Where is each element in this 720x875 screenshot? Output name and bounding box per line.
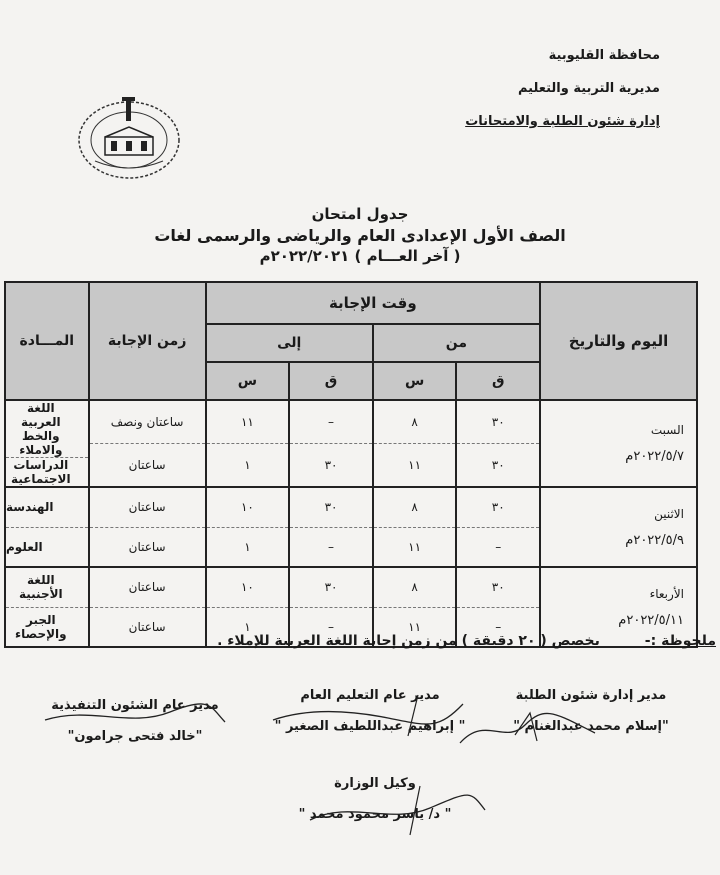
handwritten-signature-2-icon — [268, 690, 468, 742]
department-name: إدارة شئون الطلبة والامتحانات — [465, 114, 660, 129]
from-hours-2: ١١ — [374, 443, 456, 486]
from-hours-1: ٨ — [411, 500, 418, 515]
from-hours-cell — [373, 487, 457, 567]
header-answer-duration: زمن الإجابة — [89, 282, 206, 400]
duration-2: ساعتان — [90, 607, 205, 647]
day-date-cell — [540, 400, 697, 487]
to-hours-1: ١٠ — [240, 500, 254, 515]
signature-role: مدير عام التعليم العام — [300, 688, 440, 703]
subject-1: الهندسة — [6, 500, 54, 515]
table-row — [5, 487, 697, 567]
to-hours-2: ١ — [207, 527, 289, 567]
to-hours-2: ١ — [207, 443, 289, 486]
to-minutes-2: – — [290, 607, 372, 647]
handwritten-signature-3-icon — [40, 698, 230, 738]
subject-2: العلوم — [6, 527, 88, 567]
signature-name: " إبراهيم عبداللطيف الصغير " — [274, 719, 466, 734]
header-from: من — [373, 324, 540, 362]
duration-1: ساعتان — [128, 580, 166, 595]
subject-1: اللغة الأجنبية — [18, 573, 63, 602]
subject-2: الدراسات الاجتماعية — [6, 457, 88, 486]
exam-table — [4, 281, 698, 648]
from-minutes-2: – — [457, 527, 539, 567]
to-hours-1: ١١ — [240, 415, 254, 429]
note — [16, 633, 716, 649]
from-minutes-cell — [456, 400, 540, 487]
to-minutes-cell — [289, 400, 373, 487]
table-row — [5, 400, 697, 487]
from-hours-1: ٨ — [411, 415, 418, 429]
signature-name: "إسلام محمد عبدالغنام " — [513, 719, 669, 734]
to-hours-2: ١ — [207, 607, 289, 647]
exam-date: ٢٠٢٢/٥/٩م — [625, 532, 684, 548]
to-minutes-1: ٣٠ — [324, 500, 338, 515]
to-minutes-cell — [289, 487, 373, 567]
duration-2: ساعتان — [90, 527, 205, 567]
note-label: ملحوظة :- — [644, 633, 716, 649]
header-to-hours: س — [206, 362, 290, 400]
title-line-2: الصف الأول الإعدادى العام والرياضى والرسمى لغات — [154, 226, 566, 245]
note-text: يخصص ( ٢٠ دقيقة ) من زمن إجابة اللغة العربية للإملاء . — [217, 633, 600, 649]
to-hours-1: ١٠ — [240, 580, 254, 595]
duration-1: ساعتان — [128, 500, 166, 515]
from-minutes-2: – — [457, 607, 539, 647]
duration-2: ساعتان — [90, 443, 205, 486]
document-title — [0, 205, 720, 265]
from-minutes-1: ٣٠ — [491, 415, 505, 429]
title-line-1: جدول امتحان — [311, 205, 409, 223]
header-subject: المـــادة — [5, 282, 89, 400]
subject-cell — [5, 487, 89, 567]
to-hours-cell — [206, 400, 290, 487]
duration-cell — [89, 400, 206, 487]
from-minutes-cell — [456, 487, 540, 567]
issuing-authority — [465, 48, 660, 147]
header-to: إلى — [206, 324, 373, 362]
duration-1: ساعتان ونصف — [110, 415, 184, 429]
subject-2: الجبر والإحصاء — [6, 607, 88, 647]
header-answer-time: وقت الإجابة — [206, 282, 540, 324]
day-name: السبت — [650, 423, 684, 437]
from-hours-2: ١١ — [374, 527, 456, 567]
to-minutes-1: – — [328, 415, 335, 429]
subject-cell — [5, 400, 89, 487]
exam-date: ٢٠٢٢/٥/٧م — [625, 449, 684, 464]
directorate-name: مديرية التربية والتعليم — [517, 81, 660, 96]
from-minutes-2: ٣٠ — [457, 443, 539, 486]
to-minutes-2: – — [290, 527, 372, 567]
handwritten-signature-4-icon — [300, 780, 490, 840]
header-from-minutes: ق — [456, 362, 540, 400]
subject-1: اللغة العربية والخط والاملاء — [19, 401, 63, 457]
title-line-3: ( آخر العـــام ) ٢٠٢٢/٢٠٢١م — [259, 247, 461, 265]
day-name: الاثنين — [654, 506, 684, 521]
signature-name: " د/ ياسر محمود محمد " — [298, 807, 452, 822]
header-day-date: اليوم والتاريخ — [540, 282, 697, 400]
day-name: الأربعاء — [649, 586, 684, 601]
to-hours-cell — [206, 487, 290, 567]
signature-role: مدير عام الشئون التنفيذية — [51, 698, 219, 713]
from-minutes-1: ٣٠ — [491, 500, 505, 515]
governorate-name: محافظة القليوبية — [548, 48, 660, 63]
exam-date: ٢٠٢٢/٥/١١م — [618, 612, 684, 628]
from-hours-2: ١١ — [374, 607, 456, 647]
handwritten-signature-1-icon — [455, 705, 605, 755]
to-minutes-2: ٣٠ — [290, 443, 372, 486]
duration-cell — [89, 487, 206, 567]
to-minutes-1: ٣٠ — [324, 580, 338, 595]
from-hours-1: ٨ — [411, 580, 418, 595]
from-minutes-1: ٣٠ — [491, 580, 505, 595]
signature-name: "خالد فتحى جرامون" — [67, 729, 203, 744]
header-to-minutes: ق — [289, 362, 373, 400]
signature-role: مدير إدارة شئون الطلبة — [515, 688, 667, 703]
from-hours-cell — [373, 400, 457, 487]
header-from-hours: س — [373, 362, 457, 400]
governorate-seal-icon — [75, 95, 183, 180]
day-date-cell — [540, 487, 697, 567]
signature-role: وكيل الوزارة — [334, 776, 416, 791]
